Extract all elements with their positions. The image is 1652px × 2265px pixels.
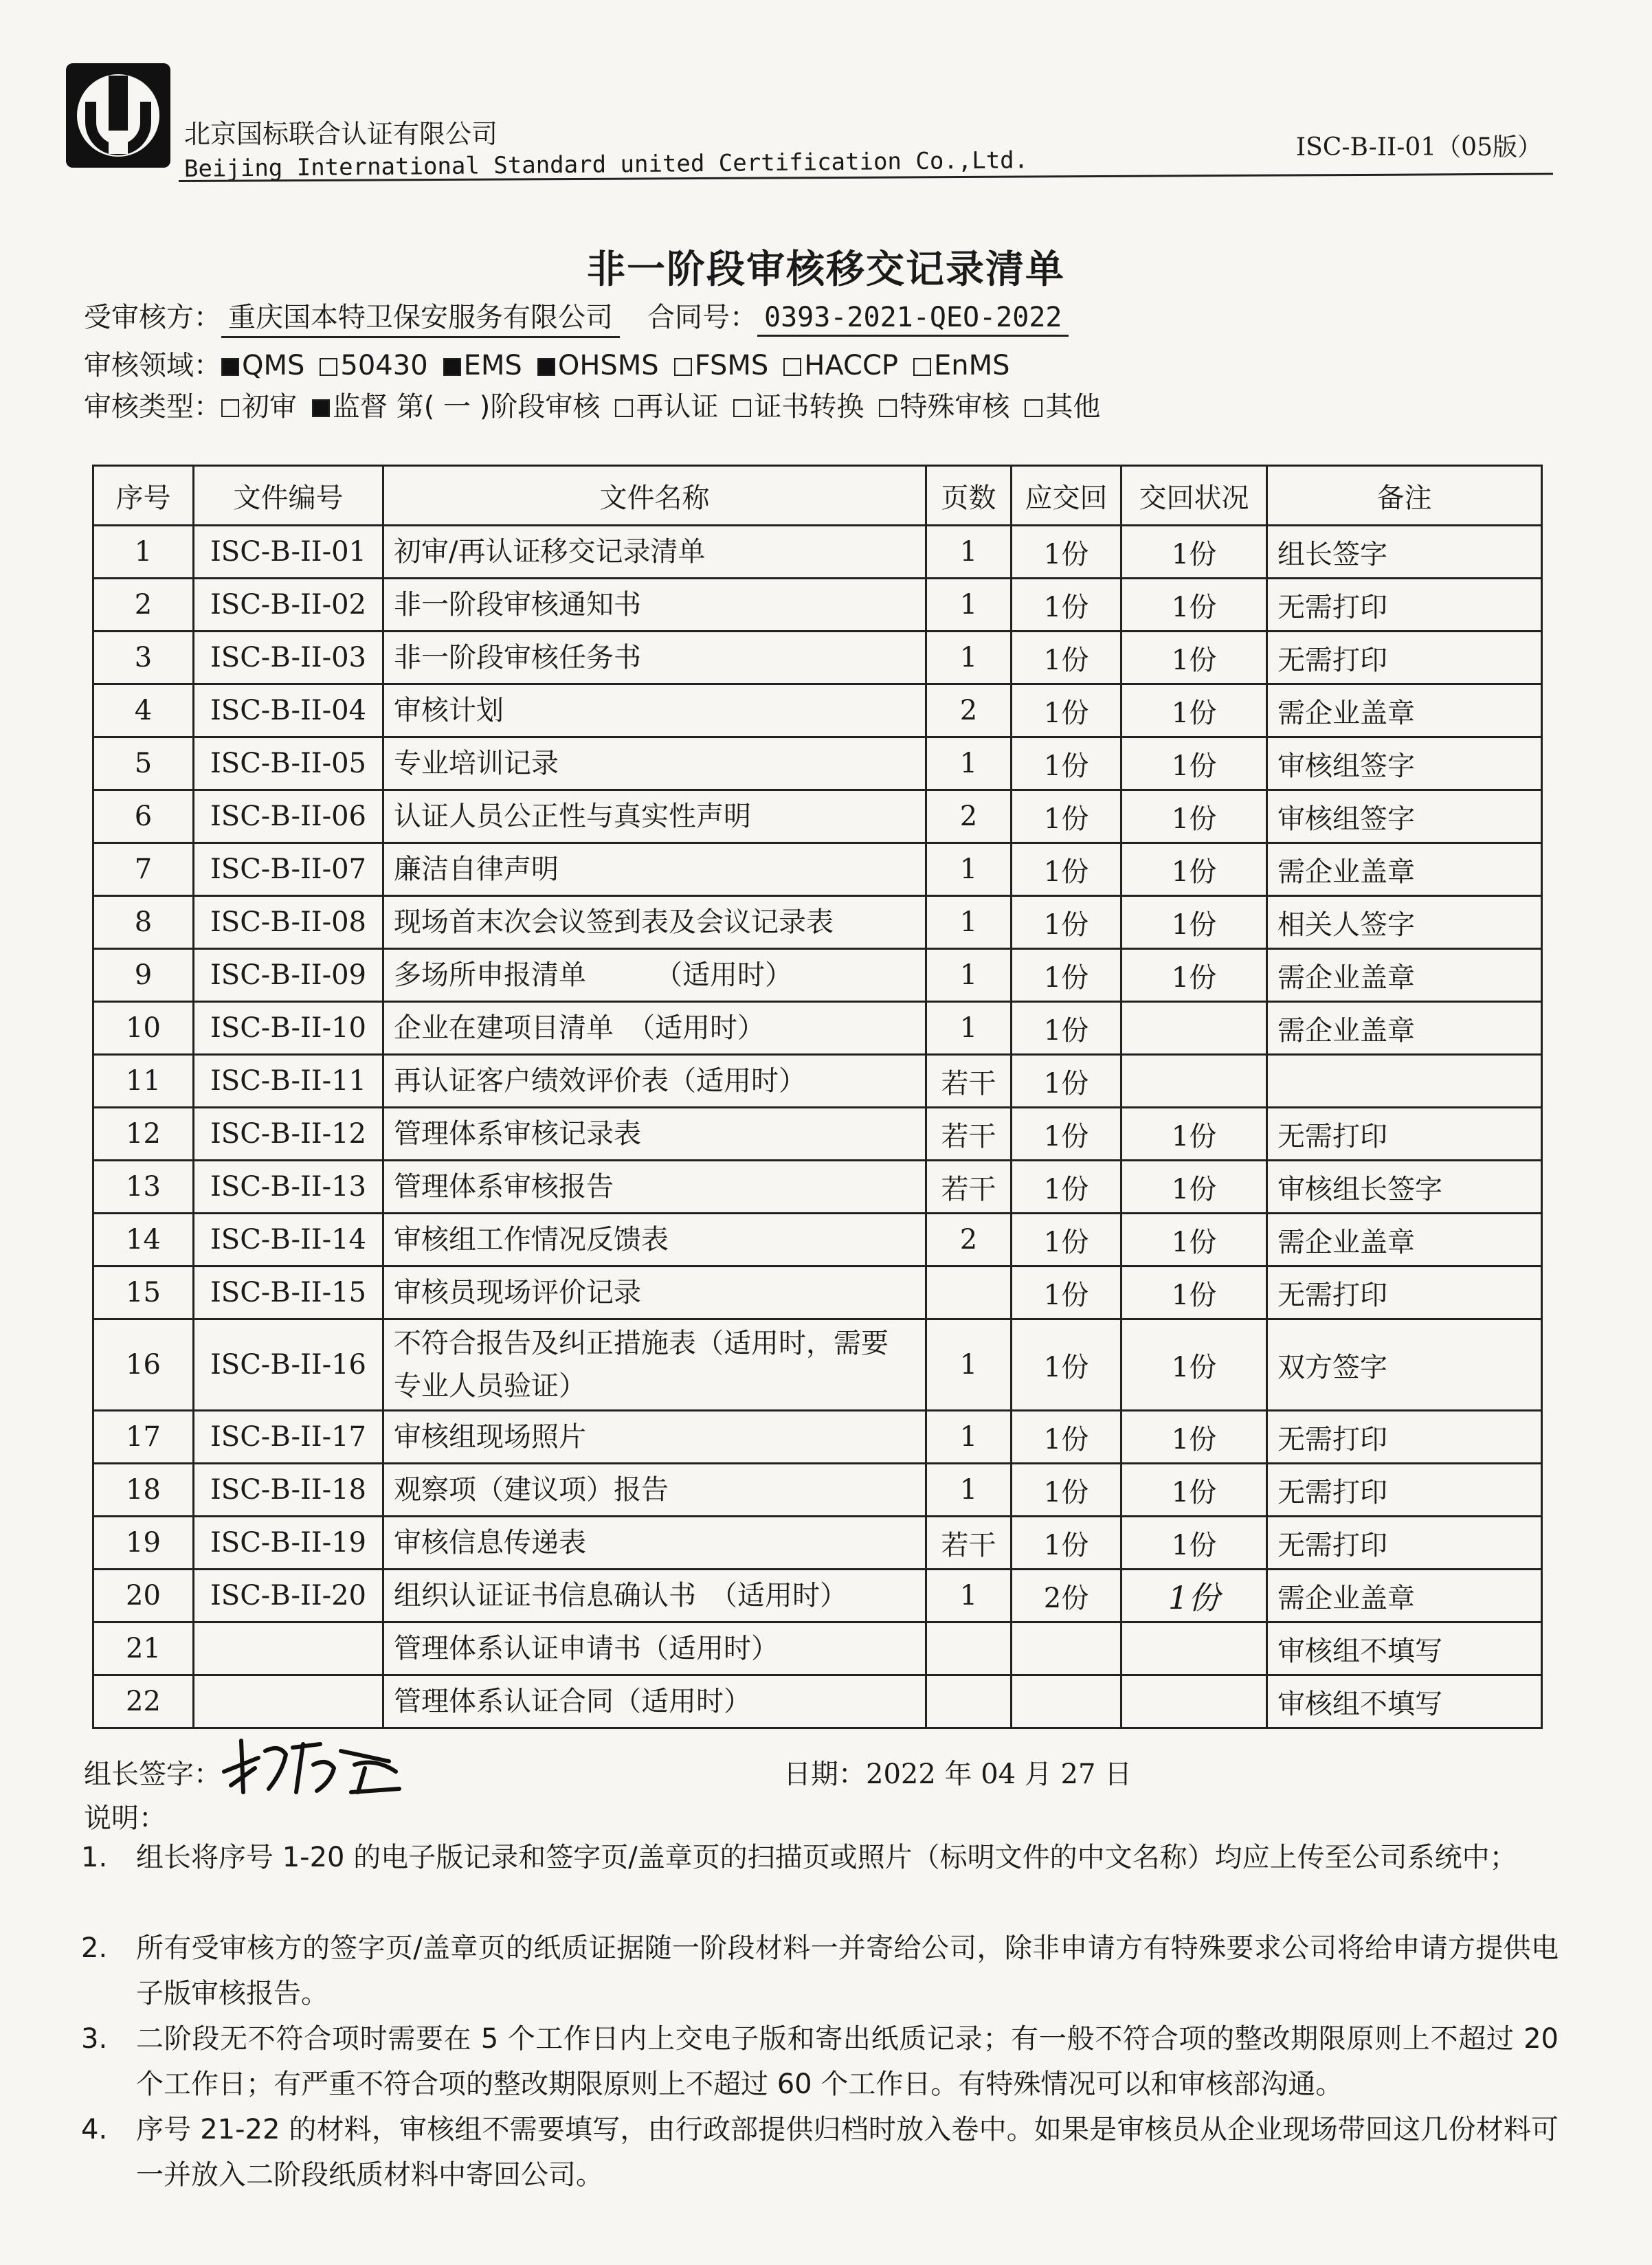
- cell-no: 3: [93, 632, 194, 684]
- option-label: FSMS: [694, 350, 769, 381]
- cell-returned: 1份: [1121, 737, 1267, 790]
- cell-returned: 1份: [1121, 632, 1267, 684]
- company-name-cn: 北京国标联合认证有限公司: [184, 119, 498, 149]
- cell-remark: 审核组签字: [1267, 790, 1542, 843]
- note-number: 4.: [81, 2114, 108, 2145]
- contract-value: 0393-2021-QEO-2022: [757, 302, 1069, 337]
- company-name-en: Beijing International Standard united Certification Co.,Ltd.: [183, 146, 1029, 183]
- table-row: [93, 843, 1542, 896]
- cell-code: [194, 1622, 383, 1675]
- cell-due: 1份: [1012, 684, 1121, 737]
- cell-due: 2份: [1012, 1570, 1121, 1622]
- cell-name: 组织认证证书信息确认书 （适用时）: [383, 1570, 926, 1622]
- cell-returned: 1份: [1121, 579, 1267, 632]
- note-text: 序号 21-22 的材料，审核组不需要填写，由行政部提供归档时放入卷中。如果是审核员从企业现场带回这几份材料可一并放入二阶段纸质材料中寄回公司。: [136, 2114, 1559, 2191]
- cell-code: ISC-B-II-02: [194, 579, 383, 632]
- cell-code: ISC-B-II-14: [194, 1214, 383, 1267]
- cell-code: ISC-B-II-17: [194, 1411, 383, 1464]
- table-row: [93, 579, 1542, 632]
- audit-domain-label: 审核领域：: [84, 350, 221, 381]
- table-row: [93, 1319, 1542, 1411]
- cell-no: 1: [93, 526, 194, 579]
- domain-option[interactable]: [443, 350, 522, 381]
- table-row: [93, 1411, 1542, 1464]
- option-label: QMS: [242, 350, 305, 381]
- cell-name: 审核计划: [383, 684, 926, 737]
- table-row: [93, 790, 1542, 843]
- note-item: [81, 1926, 1559, 2016]
- table-header-row: [93, 466, 1542, 526]
- checked-box-icon[interactable]: [312, 399, 330, 417]
- cell-due: 1份: [1012, 737, 1121, 790]
- notes-title: 说明：: [84, 1803, 166, 1834]
- cell-remark: 审核组长签字: [1267, 1161, 1542, 1214]
- handover-record-table: [92, 465, 1543, 1729]
- cell-no: 19: [93, 1517, 194, 1570]
- audit-type-option[interactable]: [312, 385, 600, 424]
- cell-returned: 1份: [1121, 1464, 1267, 1517]
- table-row: [93, 1161, 1542, 1214]
- audit-type-option[interactable]: [1025, 385, 1100, 424]
- cell-due: 1份: [1012, 1517, 1121, 1570]
- cell-no: 2: [93, 579, 194, 632]
- cell-remark: 需企业盖章: [1267, 1214, 1542, 1267]
- cell-pages: 若干: [926, 1055, 1012, 1108]
- table-row: [93, 632, 1542, 684]
- cell-returned: 1份: [1121, 1411, 1267, 1464]
- cell-due: 1份: [1012, 526, 1121, 579]
- date-line: [783, 1752, 1132, 1792]
- cell-remark: 无需打印: [1267, 1464, 1542, 1517]
- option-label: 特殊审核: [900, 391, 1010, 423]
- cell-returned: 1份: [1121, 1267, 1267, 1319]
- option-label: 初审: [242, 391, 297, 423]
- cell-code: ISC-B-II-04: [194, 684, 383, 737]
- cell-pages: 1: [926, 1464, 1012, 1517]
- cell-pages: 1: [926, 1319, 1012, 1411]
- cell-code: ISC-B-II-08: [194, 896, 383, 949]
- cell-name: 管理体系认证申请书（适用时）: [383, 1622, 926, 1675]
- cell-pages: 1: [926, 579, 1012, 632]
- auditee-label: 受审核方：: [84, 302, 221, 333]
- cell-name: 审核组工作情况反馈表: [383, 1214, 926, 1267]
- cell-pages: [926, 1675, 1012, 1728]
- table-row: [93, 896, 1542, 949]
- domain-option[interactable]: [674, 350, 769, 381]
- cell-remark: 组长签字: [1267, 526, 1542, 579]
- cell-pages: 1: [926, 1411, 1012, 1464]
- cell-remark: 无需打印: [1267, 1517, 1542, 1570]
- table-row: [93, 737, 1542, 790]
- cell-returned: [1121, 1002, 1267, 1055]
- table-row: [93, 949, 1542, 1002]
- cell-no: 22: [93, 1675, 194, 1728]
- cell-code: ISC-B-II-10: [194, 1002, 383, 1055]
- cell-no: 7: [93, 843, 194, 896]
- cell-no: 10: [93, 1002, 194, 1055]
- option-label: 50430: [340, 350, 428, 381]
- cell-due: 1份: [1012, 1055, 1121, 1108]
- column-header-pages: 页数: [926, 466, 1012, 526]
- cell-due: 1份: [1012, 632, 1121, 684]
- cell-returned: 1份: [1121, 790, 1267, 843]
- checked-box-icon[interactable]: [537, 358, 555, 376]
- cell-no: 9: [93, 949, 194, 1002]
- note-number: 1.: [81, 1842, 108, 1873]
- domain-option[interactable]: [783, 350, 898, 381]
- unchecked-box-icon[interactable]: [1025, 399, 1042, 417]
- cell-name: 企业在建项目清单 （适用时）: [383, 1002, 926, 1055]
- table-body: [93, 526, 1542, 1728]
- cell-due: 1份: [1012, 1161, 1121, 1214]
- cell-code: ISC-B-II-13: [194, 1161, 383, 1214]
- cell-remark: 需企业盖章: [1267, 949, 1542, 1002]
- unchecked-box-icon[interactable]: [320, 358, 337, 376]
- cell-due: 1份: [1012, 1464, 1121, 1517]
- cell-name: 管理体系审核报告: [383, 1161, 926, 1214]
- cell-code: ISC-B-II-16: [194, 1319, 383, 1411]
- cell-code: ISC-B-II-19: [194, 1517, 383, 1570]
- cell-no: 6: [93, 790, 194, 843]
- cell-remark: 审核组签字: [1267, 737, 1542, 790]
- cell-due: 1份: [1012, 1002, 1121, 1055]
- cell-pages: [926, 1622, 1012, 1675]
- cell-remark: 需企业盖章: [1267, 843, 1542, 896]
- option-label: EMS: [463, 350, 522, 381]
- audit-type-label: 审核类型：: [84, 391, 221, 423]
- cell-pages: 若干: [926, 1161, 1012, 1214]
- cell-remark: [1267, 1055, 1542, 1108]
- option-label: 其他: [1045, 391, 1101, 423]
- audit-type-option[interactable]: [879, 385, 1009, 424]
- option-label: OHSMS: [557, 350, 659, 381]
- cell-name: 审核组现场照片: [383, 1411, 926, 1464]
- cell-pages: 1: [926, 737, 1012, 790]
- cell-remark: 无需打印: [1267, 579, 1542, 632]
- cell-remark: 无需打印: [1267, 632, 1542, 684]
- cell-pages: [926, 1267, 1012, 1319]
- cell-due: 1份: [1012, 896, 1121, 949]
- form-code: ISC-B-II-01（05版）: [1295, 133, 1542, 161]
- cell-no: 4: [93, 684, 194, 737]
- column-header-due: 应交回: [1012, 466, 1121, 526]
- cell-remark: 审核组不填写: [1267, 1622, 1542, 1675]
- cell-returned: 1份: [1121, 896, 1267, 949]
- cell-name: 认证人员公正性与真实性声明: [383, 790, 926, 843]
- domain-option[interactable]: [537, 350, 659, 381]
- cell-name: 专业培训记录: [383, 737, 926, 790]
- contract-label: 合同号：: [647, 302, 757, 333]
- cell-name: 审核员现场评价记录: [383, 1267, 926, 1319]
- cell-no: 18: [93, 1464, 194, 1517]
- cell-due: 1份: [1012, 1319, 1121, 1411]
- column-header-returned: 交回状况: [1121, 466, 1267, 526]
- audit-type-option[interactable]: [615, 385, 718, 424]
- cell-remark: 需企业盖章: [1267, 684, 1542, 737]
- cell-code: ISC-B-II-06: [194, 790, 383, 843]
- cell-code: ISC-B-II-12: [194, 1108, 383, 1161]
- cell-pages: 2: [926, 1214, 1012, 1267]
- cell-due: 1份: [1012, 1108, 1121, 1161]
- cell-name: 审核信息传递表: [383, 1517, 926, 1570]
- cell-no: 17: [93, 1411, 194, 1464]
- cell-due: 1份: [1012, 1411, 1121, 1464]
- cell-pages: 2: [926, 790, 1012, 843]
- table-row: [93, 526, 1542, 579]
- table-row: [93, 1267, 1542, 1319]
- cell-code: ISC-B-II-03: [194, 632, 383, 684]
- domain-option[interactable]: [320, 350, 427, 381]
- option-label: EnMS: [934, 350, 1010, 381]
- unchecked-box-icon[interactable]: [221, 399, 239, 417]
- cell-remark: 审核组不填写: [1267, 1675, 1542, 1728]
- audit-type-option[interactable]: [221, 385, 297, 424]
- option-label: 证书转换: [754, 391, 864, 423]
- cell-name: 现场首末次会议签到表及会议记录表: [383, 896, 926, 949]
- table-row: [93, 1675, 1542, 1728]
- cell-pages: 若干: [926, 1108, 1012, 1161]
- column-header-no: 序号: [93, 466, 194, 526]
- cell-pages: 1: [926, 632, 1012, 684]
- table-row: [93, 1055, 1542, 1108]
- cell-code: [194, 1675, 383, 1728]
- cell-pages: 1: [926, 843, 1012, 896]
- cell-pages: 1: [926, 1570, 1012, 1622]
- option-label: 监督 第( 一 )阶段审核: [333, 391, 601, 423]
- checked-box-icon[interactable]: [443, 358, 461, 376]
- cell-code: ISC-B-II-05: [194, 737, 383, 790]
- cell-due: 1份: [1012, 843, 1121, 896]
- cell-due: 1份: [1012, 949, 1121, 1002]
- cell-remark: 无需打印: [1267, 1267, 1542, 1319]
- cell-pages: 1: [926, 1002, 1012, 1055]
- cell-code: ISC-B-II-15: [194, 1267, 383, 1319]
- cell-name: 非一阶段审核任务书: [383, 632, 926, 684]
- note-item: [81, 1835, 1559, 1880]
- column-header-remark: 备注: [1267, 466, 1542, 526]
- cell-remark: 需企业盖章: [1267, 1002, 1542, 1055]
- cell-name: 多场所申报清单 （适用时）: [383, 949, 926, 1002]
- unchecked-box-icon[interactable]: [733, 399, 751, 417]
- unchecked-box-icon[interactable]: [783, 358, 801, 376]
- cell-returned: 1份: [1121, 684, 1267, 737]
- cell-name: 观察项（建议项）报告: [383, 1464, 926, 1517]
- table-row: [93, 1464, 1542, 1517]
- cell-due: 1份: [1012, 790, 1121, 843]
- cell-remark: 无需打印: [1267, 1108, 1542, 1161]
- cell-code: ISC-B-II-09: [194, 949, 383, 1002]
- cell-no: 11: [93, 1055, 194, 1108]
- unchecked-box-icon[interactable]: [615, 399, 633, 417]
- auditee-value: 重庆国本特卫保安服务有限公司: [221, 295, 620, 338]
- cell-due: 1份: [1012, 1214, 1121, 1267]
- cell-pages: 1: [926, 949, 1012, 1002]
- cell-returned: [1121, 1055, 1267, 1108]
- cell-name: 非一阶段审核通知书: [383, 579, 926, 632]
- cell-due: 1份: [1012, 1267, 1121, 1319]
- note-text: 所有受审核方的签字页/盖章页的纸质证据随一阶段材料一并寄给公司，除非申请方有特殊要求公司将给申请方提供电子版审核报告。: [136, 1932, 1559, 2009]
- unchecked-box-icon[interactable]: [913, 358, 931, 376]
- cell-code: ISC-B-II-11: [194, 1055, 383, 1108]
- handwritten-signature: [217, 1730, 410, 1799]
- note-text: 二阶段无不符合项时需要在 5 个工作日内上交电子版和寄出纸质记录；有一般不符合项的整改期限原则上不超过 20 个工作日；有严重不符合项的整改期限原则上不超过 60 个工作日。有特殊情况可以和审核部沟通。: [136, 2023, 1559, 2100]
- cell-name: 廉洁自律声明: [383, 843, 926, 896]
- table-row: [93, 1622, 1542, 1675]
- cell-due: 1份: [1012, 579, 1121, 632]
- table-row: [93, 1108, 1542, 1161]
- cell-returned: 1份: [1121, 1319, 1267, 1411]
- unchecked-box-icon[interactable]: [674, 358, 692, 376]
- audit-domain-options: [221, 350, 1025, 381]
- cell-pages: 若干: [926, 1517, 1012, 1570]
- cell-name: 再认证客户绩效评价表（适用时）: [383, 1055, 926, 1108]
- note-number: 2.: [81, 1932, 108, 1964]
- date-value: 2022 年 04 月 27 日: [866, 1759, 1132, 1790]
- auditee-line: [84, 295, 1069, 338]
- cell-no: 12: [93, 1108, 194, 1161]
- checked-box-icon[interactable]: [221, 358, 239, 376]
- cell-name: 管理体系审核记录表: [383, 1108, 926, 1161]
- cell-returned: [1121, 1622, 1267, 1675]
- cell-no: 20: [93, 1570, 194, 1622]
- cell-code: ISC-B-II-01: [194, 526, 383, 579]
- cell-code: ISC-B-II-20: [194, 1570, 383, 1622]
- cell-returned: [1121, 1675, 1267, 1728]
- cell-returned: 1份: [1121, 1570, 1267, 1622]
- option-label: 再认证: [636, 391, 719, 423]
- table-row: [93, 1002, 1542, 1055]
- column-header-code: 文件编号: [194, 466, 383, 526]
- domain-option[interactable]: [221, 350, 304, 381]
- column-header-name: 文件名称: [383, 466, 926, 526]
- company-logo: [63, 60, 173, 170]
- date-label: 日期：: [783, 1759, 866, 1790]
- cell-returned: 1份: [1121, 949, 1267, 1002]
- note-number: 3.: [81, 2023, 108, 2055]
- cell-remark: 相关人签字: [1267, 896, 1542, 949]
- cell-no: 5: [93, 737, 194, 790]
- cell-no: 21: [93, 1622, 194, 1675]
- audit-type-options: [221, 391, 1115, 423]
- unchecked-box-icon[interactable]: [879, 399, 897, 417]
- note-item: [81, 2016, 1559, 2107]
- cell-code: ISC-B-II-07: [194, 843, 383, 896]
- cell-name: 管理体系认证合同（适用时）: [383, 1675, 926, 1728]
- cell-returned: 1份: [1121, 843, 1267, 896]
- cell-due: [1012, 1675, 1121, 1728]
- option-label: HACCP: [804, 350, 899, 381]
- cell-name: 不符合报告及纠正措施表（适用时，需要专业人员验证）: [383, 1319, 926, 1411]
- cell-no: 13: [93, 1161, 194, 1214]
- cell-name: 初审/再认证移交记录清单: [383, 526, 926, 579]
- table-row: [93, 1517, 1542, 1570]
- cell-remark: 无需打印: [1267, 1411, 1542, 1464]
- cell-pages: 1: [926, 526, 1012, 579]
- cell-returned: 1份: [1121, 526, 1267, 579]
- domain-option[interactable]: [913, 350, 1010, 381]
- note-item: [81, 2107, 1559, 2198]
- table-row: [93, 1570, 1542, 1622]
- note-text: 组长将序号 1-20 的电子版记录和签字页/盖章页的扫描页或照片（标明文件的中文名称）均应上传至公司系统中；: [136, 1842, 1517, 1873]
- document-title: 非一阶段审核移交记录清单: [587, 247, 1065, 292]
- table-row: [93, 1214, 1542, 1267]
- cell-no: 8: [93, 896, 194, 949]
- cell-returned: 1份: [1121, 1108, 1267, 1161]
- cell-returned: 1份: [1121, 1161, 1267, 1214]
- cell-no: 14: [93, 1214, 194, 1267]
- cell-no: 15: [93, 1267, 194, 1319]
- audit-type-option[interactable]: [733, 385, 864, 424]
- cell-remark: 双方签字: [1267, 1319, 1542, 1411]
- cell-due: [1012, 1622, 1121, 1675]
- cell-pages: 2: [926, 684, 1012, 737]
- table-row: [93, 684, 1542, 737]
- cell-returned: 1份: [1121, 1214, 1267, 1267]
- cell-pages: 1: [926, 896, 1012, 949]
- cell-no: 16: [93, 1319, 194, 1411]
- cell-code: ISC-B-II-18: [194, 1464, 383, 1517]
- cell-remark: 需企业盖章: [1267, 1570, 1542, 1622]
- audit-domain-line: [84, 344, 1025, 383]
- leader-sign-label: 组长签字：: [84, 1759, 221, 1790]
- cell-returned: 1份: [1121, 1517, 1267, 1570]
- audit-type-line: [84, 385, 1115, 424]
